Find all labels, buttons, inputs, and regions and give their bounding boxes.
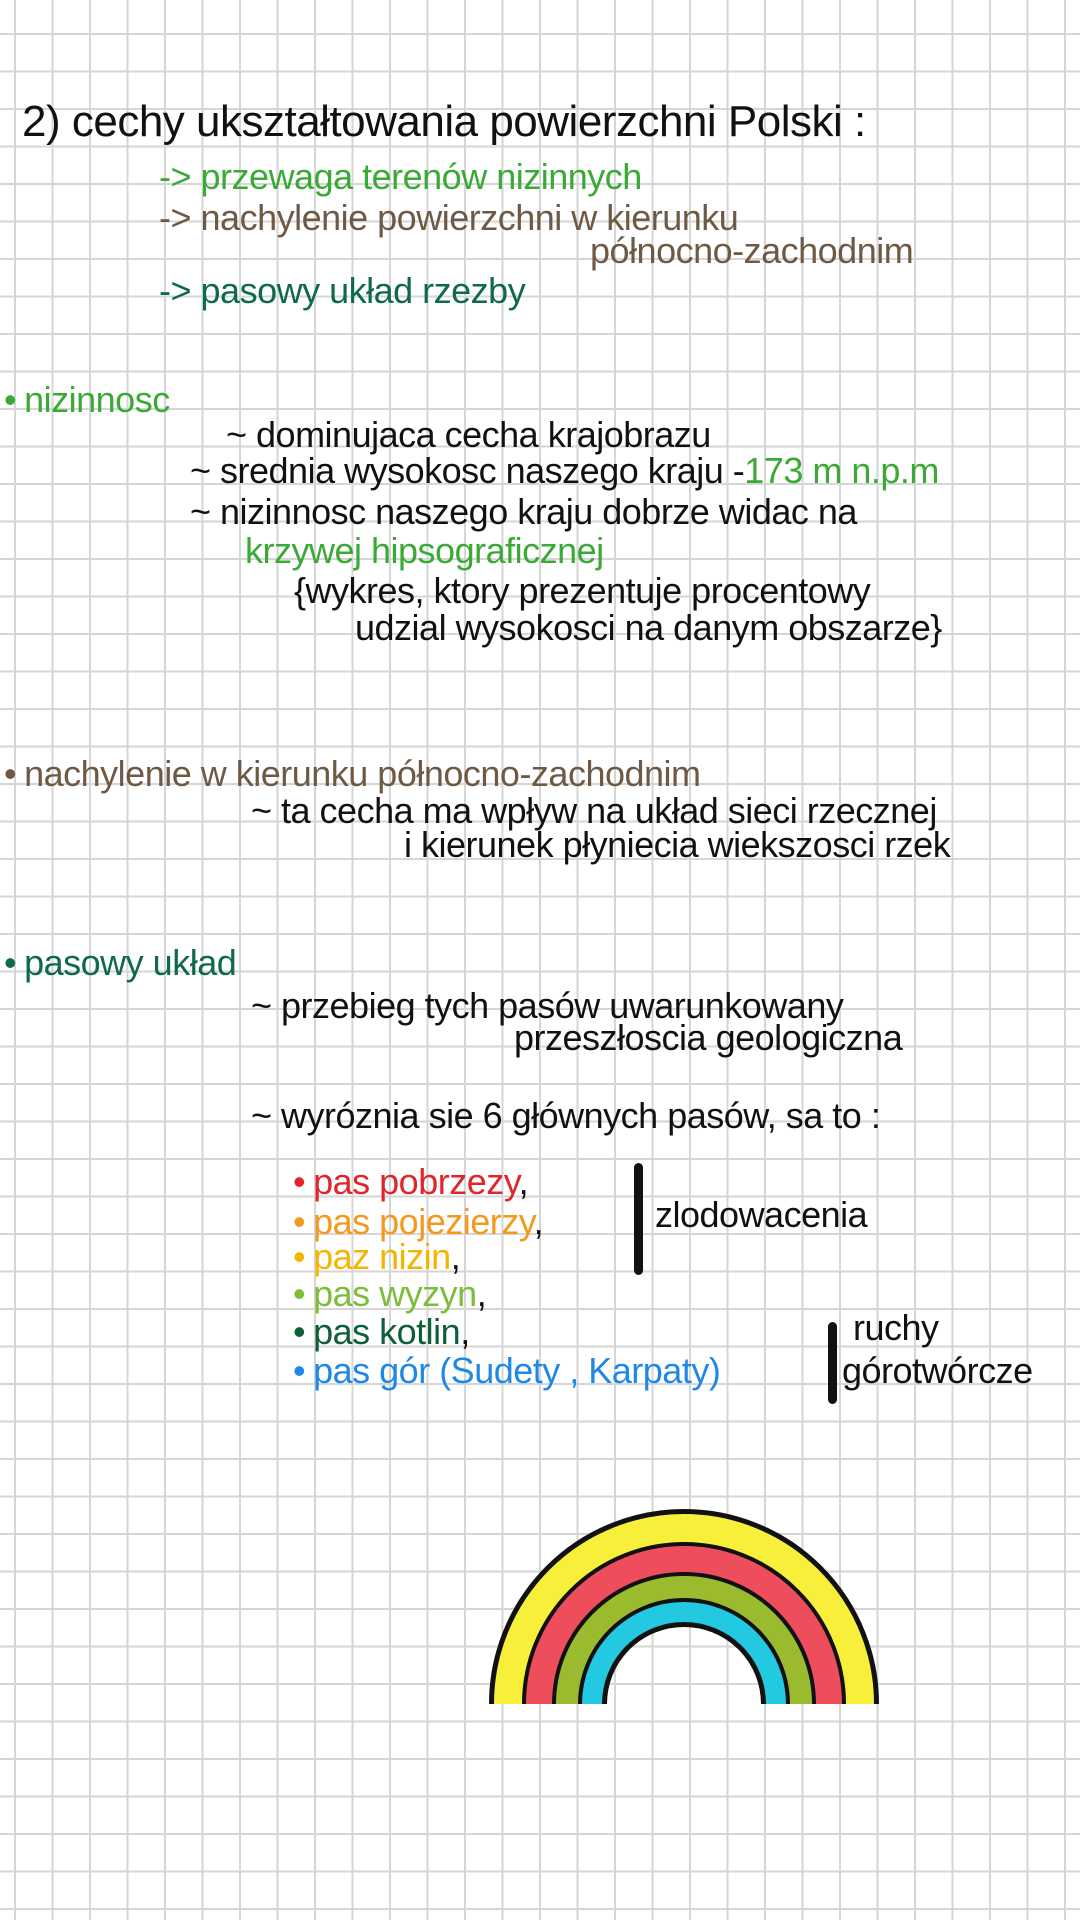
- summary-item-belts: [159, 269, 525, 313]
- note-line: [190, 449, 939, 493]
- bullet: •: [293, 1201, 306, 1242]
- belt-separator: ,: [450, 1236, 461, 1277]
- belt-separator: ,: [460, 1311, 470, 1352]
- summary-text: pasowy układ rzezby: [200, 270, 526, 311]
- glaciation-label: zlodowacenia: [655, 1194, 868, 1235]
- note-line: ~ nizinnosc naszego kraju dobrze widac na: [190, 491, 857, 532]
- arrow: ->: [159, 197, 192, 238]
- note-line: {wykres, ktory prezentuje procentowy: [294, 570, 871, 611]
- belt-separator: ,: [476, 1273, 487, 1314]
- orogeny-label-2: górotwórcze: [842, 1350, 1033, 1391]
- note-line: ~ ta cecha ma wpływ na układ sieci rzecznej: [251, 790, 937, 831]
- orogeny-label-1: ruchy: [853, 1307, 939, 1348]
- bullet: •: [293, 1273, 306, 1314]
- section-heading-nizinnosc: [4, 378, 170, 422]
- belt-label: pas gór (Sudety , Karpaty): [313, 1350, 721, 1391]
- bullet: •: [293, 1236, 306, 1277]
- bullet: •: [4, 753, 17, 794]
- note-line: ~ dominujaca cecha krajobrazu: [226, 414, 711, 455]
- page-title: 2) cechy ukształtowania powierzchni Polski :: [22, 97, 866, 146]
- note-line: ~ wyróznia sie 6 głównych pasów, sa to :: [251, 1095, 881, 1136]
- bracket-bar-glaciation: [634, 1163, 643, 1275]
- bullet: •: [293, 1161, 306, 1202]
- bullet: •: [4, 942, 17, 983]
- note-line: udzial wysokosci na danym obszarze}: [355, 607, 942, 648]
- belt-label: pas pojezierzy: [313, 1201, 534, 1242]
- rainbow-drawing: [488, 1442, 880, 1718]
- heading-text: nachylenie w kierunku północno-zachodnim: [24, 753, 701, 794]
- section-heading-pasowy: [4, 941, 236, 985]
- hypsographic-curve-term: krzywej hipsograficznej: [245, 530, 604, 571]
- belt-item: [293, 1310, 470, 1354]
- belt-separator: ,: [533, 1201, 544, 1242]
- belt-separator: ,: [518, 1161, 529, 1202]
- belt-label: pas kotlin: [313, 1311, 461, 1352]
- avg-elevation-value: 173 m n.p.m: [744, 450, 939, 491]
- heading-text: nizinnosc: [24, 379, 170, 420]
- summary-item-lowlands: [159, 155, 642, 199]
- summary-text: przewaga terenów nizinnych: [200, 156, 642, 197]
- note-line: przeszłoscia geologiczna: [514, 1017, 903, 1058]
- note-line: ~ przebieg tych pasów uwarunkowany: [251, 985, 844, 1026]
- summary-item-slope-cont: północno-zachodnim: [590, 230, 914, 271]
- belt-label: pas wyzyn: [313, 1273, 477, 1314]
- belt-label: paz nizin: [313, 1236, 451, 1277]
- bullet: •: [4, 379, 17, 420]
- bullet: •: [293, 1311, 306, 1352]
- heading-text: pasowy układ: [24, 942, 237, 983]
- summary-text: nachylenie powierzchni w kierunku: [200, 197, 739, 238]
- note-text: ~ srednia wysokosc naszego kraju -: [190, 450, 745, 491]
- arrow: ->: [159, 270, 192, 311]
- bullet: •: [293, 1350, 306, 1391]
- belt-label: pas pobrzezy: [313, 1161, 519, 1202]
- arrow: ->: [159, 156, 192, 197]
- belt-item: [293, 1160, 528, 1204]
- note-line: i kierunek płyniecia wiekszosci rzek: [404, 824, 951, 865]
- bracket-bar-orogeny: [828, 1322, 837, 1404]
- belt-item: [293, 1349, 720, 1393]
